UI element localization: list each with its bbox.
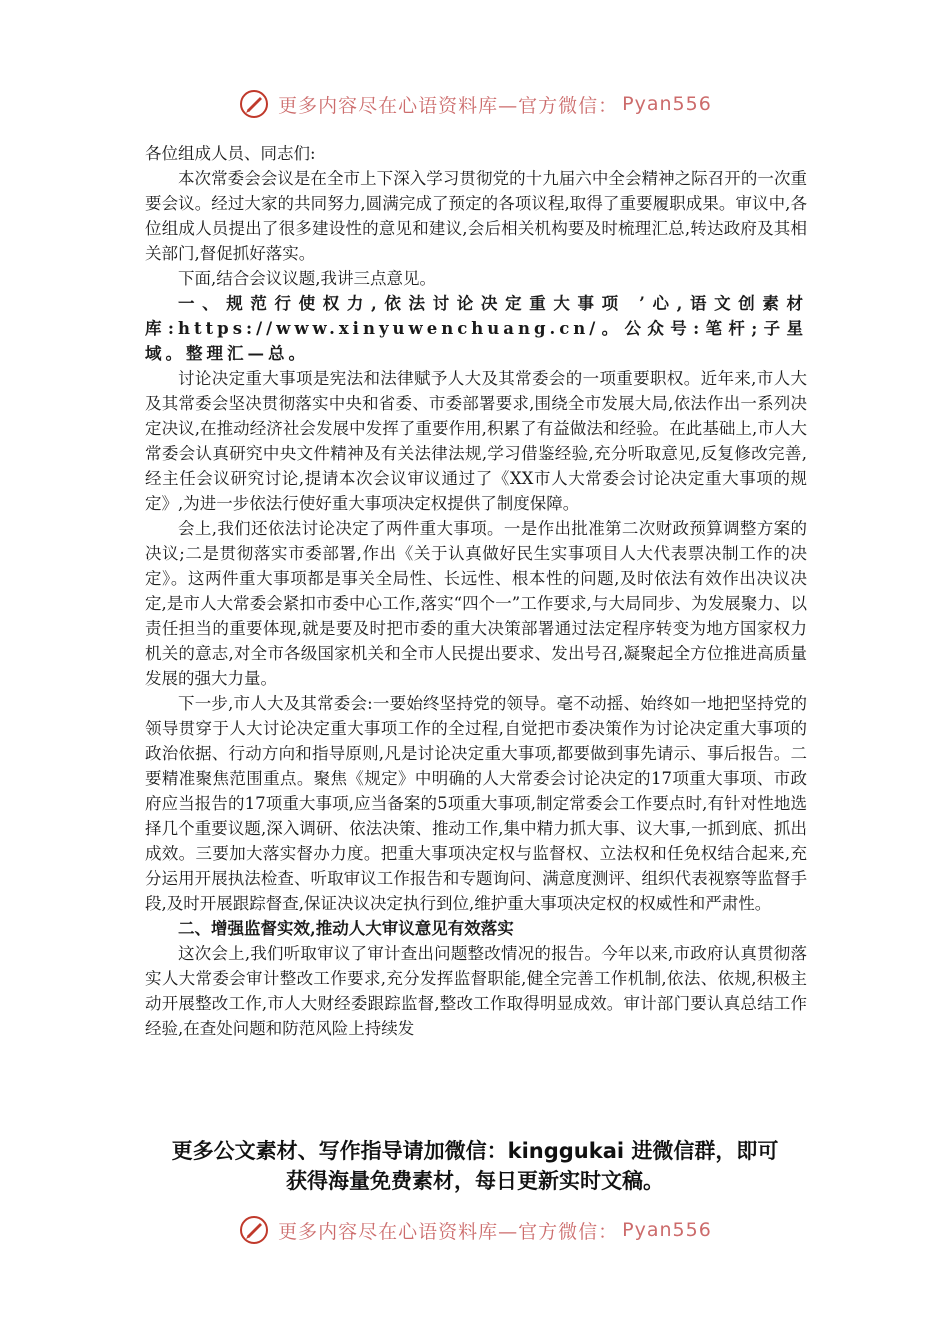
watermark-text: 更多内容尽在心语资料库—官方微信：: [278, 1220, 619, 1243]
watermark-id: Pyan556: [622, 93, 712, 115]
promo-line-1: 更多公文素材、写作指导请加微信：kinggukai 进微信群，即可: [171, 1139, 779, 1163]
paragraph-5: 下一步,市人大及其常委会:一要始终坚持党的领导。毫不动摇、始终如一地把坚持党的领导贯穿于人大讨论决定重大事项工作的全过程,自觉把市委决策作为讨论决定重大事项的政治依据、行动方向和指导原则,凡是讨论决定重大事项,都要做到事先请示、事后报告。二要精准聚焦范围重点。聚焦《规定》中明确的人大常委会讨论决定的17项重大事项、市政府应当报告的17项重大事项,应当备案的5项重大事项,制定常委会工作要点时,有针对性地选择几个重要议题,深入调研、依法决策、推动工作,集中精力抓大事、议大事,一抓到底、抓出成效。三要加大落实督办力度。把重大事项决定权与监督权、立法权和任免权结合起来,充分运用开展执法检查、听取审议工作报告和专题询问、满意度测评、组织代表视察等监督手段,及时开展跟踪督查,保证决议决定执行到位,维护重大事项决定权的权威性和严肃性。: [145, 694, 807, 913]
watermark-text: 更多内容尽在心语资料库—官方微信：: [278, 94, 619, 117]
document-body: [145, 141, 807, 1041]
paragraph-3: 讨论决定重大事项是宪法和法律赋予人大及其常委会的一项重要职权。近年来,市人大及其常委会坚决贯彻落实中央和省委、市委部署要求,围绕全市发展大局,依法作出一系列决定决议,在推动经济社会发展中发挥了重要作用,积累了有益做法和经验。在此基础上,市人大常委会认真研究中央文件精神及有关法律法规,学习借鉴经验,充分听取意见,反复修改完善,经主任会议研究讨论,提请本次会议审议通过了《XX市人大常委会讨论决定重大事项的规定》,为进一步依法行使好重大事项决定权提供了制度保障。: [145, 369, 807, 513]
paragraph-4: 会上,我们还依法讨论决定了两件重大事项。一是作出批准第二次财政预算调整方案的决议;二是贯彻落实市委部署,作出《关于认真做好民生实事项目人大代表票决制工作的决定》。这两件重大事项都是事关全局性、长远性、根本性的问题,及时依法有效作出决议决定,是市人大常委会紧扣市委中心工作,落实“四个一”工作要求,与大局同步、为发展聚力、以责任担当的重要体现,就是要及时把市委的重大决策部署通过法定程序转变为地方国家权力机关的意志,对全市各级国家机关和全市人民提出要求、发出号召,凝聚起全方位推进高质量发展的强大力量。: [145, 519, 807, 688]
section-heading-1: 一、规范行使权力,依法讨论决定重大事项 ’心,语文创素材库:https://www.xinyuwenchuang.cn/。公众号:笔杆;子星域。整理汇—总。: [145, 294, 807, 363]
header-watermark: [0, 84, 950, 124]
paragraph-2: 下面,结合会议议题,我讲三点意见。: [178, 269, 436, 288]
promo-banner: [120, 1136, 830, 1196]
section-heading-2: 二、增强监督实效,推动人大审议意见有效落实: [178, 919, 514, 938]
paragraph-1: 本次常委会会议是在全市上下深入学习贯彻党的十九届六中全会精神之际召开的一次重要会议。经过大家的共同努力,圆满完成了预定的各项议程,取得了重要履职成果。审议中,各位组成人员提出了很多建设性的意见和建议,会后相关机构要及时梳理汇总,转达政府及其相关部门,督促抓好落实。: [145, 169, 807, 263]
pen-logo-icon: [238, 1214, 270, 1246]
pen-logo-icon: [238, 88, 270, 120]
footer-watermark: [0, 1210, 950, 1250]
paragraph-6: 这次会上,我们听取审议了审计查出问题整改情况的报告。今年以来,市政府认真贯彻落实人大常委会审计整改工作要求,充分发挥监督职能,健全完善工作机制,依法、依规,积极主动开展整改工作,市人大财经委跟踪监督,整改工作取得明显成效。审计部门要认真总结工作经验,在查处问题和防范风险上持续发: [145, 944, 807, 1038]
salutation: 各位组成人员、同志们:: [145, 144, 316, 163]
promo-line-2: 获得海量免费素材，每日更新实时文稿。: [286, 1169, 664, 1193]
watermark-id: Pyan556: [622, 1219, 712, 1241]
